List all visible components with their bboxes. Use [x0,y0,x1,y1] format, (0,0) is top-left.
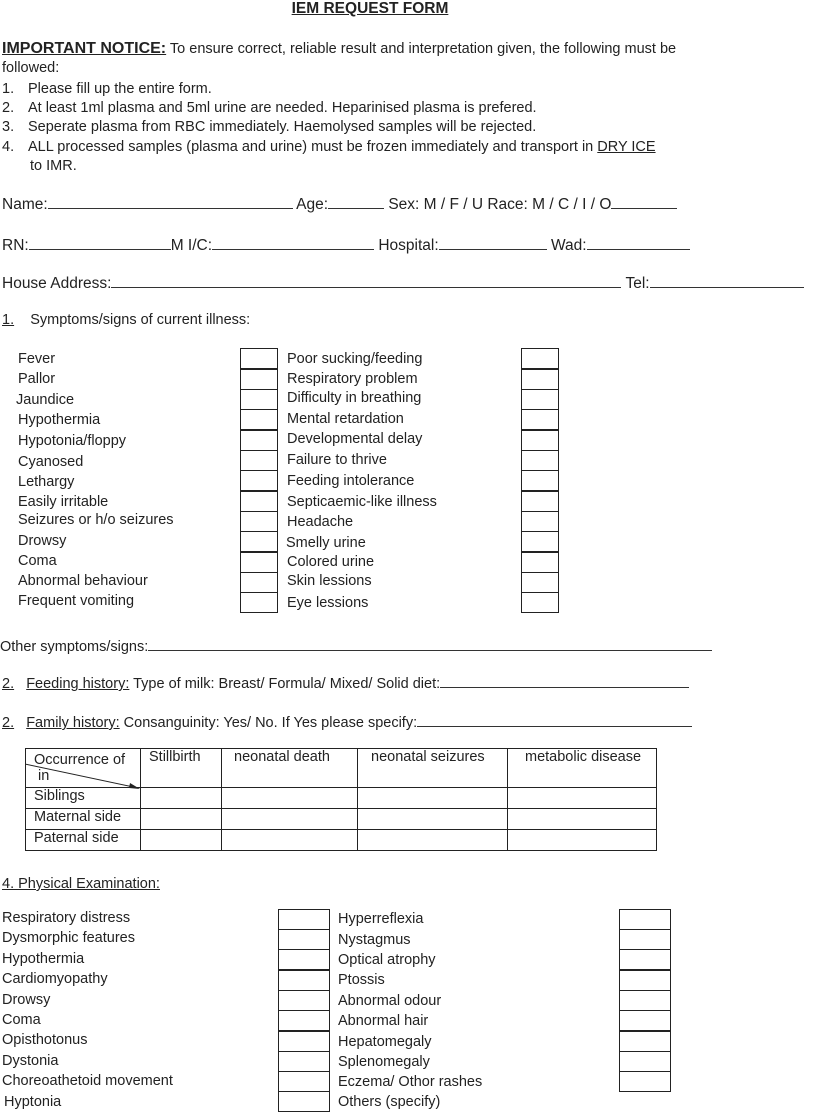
exam-checkbox[interactable] [278,1010,330,1031]
tel-label: Tel: [625,275,650,292]
table-cell[interactable] [358,830,508,851]
exam-label: Eczema/ Othor rashes [338,1074,483,1090]
symptom-checkbox[interactable] [521,592,559,613]
table-cell[interactable] [508,809,657,830]
exam-label: Dystonia [2,1053,59,1069]
table-cell[interactable] [222,788,358,809]
exam-checkbox[interactable] [278,970,330,991]
exam-label: Abnormal odour [338,993,442,1009]
exam-checkbox[interactable] [278,1051,330,1072]
exam-checkbox[interactable] [278,990,330,1011]
exam-label: Optical atrophy [338,952,436,968]
symptom-checkbox[interactable] [240,450,278,471]
symptom-checkbox[interactable] [521,511,559,532]
rn-label: RN: [2,237,29,254]
mic-label: M I/C: [170,237,213,254]
diagonal-arrow-icon [26,749,148,789]
exam-label: Splenomegaly [338,1054,430,1070]
family-history-label: Family history: [26,715,120,731]
exam-label: Others (specify) [338,1094,441,1110]
symptom-label: Frequent vomiting [18,593,135,609]
exam-label: Hyperreflexia [338,911,424,927]
age-field[interactable] [328,194,384,209]
race-label: Race: M / C / I / O [487,196,612,213]
symptom-checkbox[interactable] [240,409,278,430]
exam-checkbox[interactable] [619,1071,671,1092]
corner-label-bottom: in [38,768,50,784]
exam-label: Opisthotonus [2,1032,88,1048]
exam-label: Hyptonia [4,1094,62,1110]
symptom-label: Abnormal behaviour [18,573,148,589]
symptom-checkbox[interactable] [521,409,559,430]
exam-label: Coma [2,1012,41,1028]
sex-label: Sex: M / F / U [388,196,484,213]
symptom-checkbox[interactable] [240,552,278,573]
symptom-checkbox[interactable] [240,348,278,369]
exam-checkbox[interactable] [619,990,671,1011]
mic-field[interactable] [212,235,374,250]
symptom-label: Colored urine [287,554,375,570]
address-row [2,273,804,293]
symptom-label: Easily irritable [18,494,109,510]
exam-label: Drowsy [2,992,51,1008]
symptom-label: Coma [18,553,57,569]
symptom-checkbox[interactable] [521,491,559,512]
form-title: IEM REQUEST FORM [291,0,449,17]
feeding-history-field[interactable] [440,673,689,688]
race-field[interactable] [611,194,677,209]
symptom-label: Mental retardation [287,411,404,427]
symptom-label: Respiratory problem [287,371,418,387]
symptom-checkbox[interactable] [240,389,278,410]
symptom-checkbox[interactable] [521,531,559,552]
symptom-label: Failure to thrive [287,452,387,468]
table-header: Stillbirth [141,749,222,788]
hospital-field[interactable] [439,235,547,250]
symptom-label: Drowsy [18,533,67,549]
other-symptoms-field[interactable] [148,636,712,651]
other-symptoms-label: Other symptoms/signs: [0,639,149,655]
table-cell[interactable] [222,830,358,851]
exam-checkbox[interactable] [619,970,671,991]
notice-item: 4. ALL processed samples (plasma and urine) must be frozen immediately and transport in DRY ICE [2,139,656,155]
exam-checkbox[interactable] [619,1051,671,1072]
symptom-label: Pallor [18,371,56,387]
other-symptoms-row [0,636,712,655]
table-cell[interactable] [141,809,222,830]
exam-label: Hypothermia [2,951,85,967]
symptom-label: Seizures or h/o seizures [18,512,174,528]
exam-checkbox[interactable] [619,929,671,950]
table-row-label: Siblings [26,788,141,809]
table-row-label: Paternal side [26,830,141,851]
exam-label: Hepatomegaly [338,1034,432,1050]
table-header: neonatal death [222,749,358,788]
wad-label: Wad: [550,237,587,254]
table-row-label: Maternal side [26,809,141,830]
table-header: neonatal seizures [358,749,508,788]
symptom-checkbox[interactable] [521,572,559,593]
exam-checkbox[interactable] [619,909,671,930]
notice-text: To ensure correct, reliable result and interpretation given, the following must be followed: [2,41,677,76]
symptom-label: Eye lessions [287,595,369,611]
consanguinity-field[interactable] [417,712,692,727]
notice-item: 2. At least 1ml plasma and 5ml urine are needed. Heparinised plasma is prefered. [2,100,537,116]
symptom-label: Hypotonia/floppy [18,433,127,449]
age-label: Age: [296,196,328,213]
exam-checkbox[interactable] [619,1010,671,1031]
symptom-label: Difficulty in breathing [287,390,422,406]
rn-row [2,235,690,255]
address-label: House Address: [2,275,112,292]
symptom-checkbox[interactable] [521,369,559,390]
table-cell[interactable] [141,788,222,809]
symptom-checkbox[interactable] [240,369,278,390]
symptom-label: Fever [18,351,56,367]
symptom-checkbox[interactable] [521,348,559,369]
table-cell[interactable] [141,830,222,851]
exam-checkbox[interactable] [278,929,330,950]
family-history-row: 2. Family history: Consanguinity: Yes/ No. If Yes please specify: [2,712,692,731]
symptom-checkbox[interactable] [521,450,559,471]
section-1-heading: 1. Symptoms/signs of current illness: [2,312,251,328]
tel-field[interactable] [650,273,804,288]
symptom-checkbox[interactable] [521,470,559,491]
symptom-label: Hypothermia [18,412,101,428]
exam-checkbox[interactable] [619,1031,671,1052]
important-notice [2,39,722,78]
symptom-checkbox[interactable] [240,531,278,552]
rn-field[interactable] [29,235,171,250]
table-cell[interactable] [222,809,358,830]
notice-item: 3. Seperate plasma from RBC immediately. Haemolysed samples will be rejected. [2,119,537,135]
exam-label: Abnormal hair [338,1013,429,1029]
symptom-label: Developmental delay [287,431,423,447]
symptom-label: Smelly urine [286,535,366,551]
family-history-table [25,748,657,851]
symptom-checkbox[interactable] [240,511,278,532]
symptom-checkbox[interactable] [240,430,278,451]
name-label: Name: [2,196,48,213]
symptom-checkbox[interactable] [521,389,559,410]
exam-label: Respiratory distress [2,910,131,926]
symptom-checkbox[interactable] [240,491,278,512]
exam-label: Nystagmus [338,932,411,948]
table-corner-cell [26,749,141,788]
address-field[interactable] [111,273,621,288]
exam-checkbox[interactable] [278,949,330,970]
exam-checkbox[interactable] [278,1091,330,1112]
symptom-checkbox[interactable] [521,552,559,573]
notice-item: 1. Please fill up the entire form. [2,81,212,97]
symptom-label: Skin lessions [287,573,372,589]
exam-label: Dysmorphic features [2,930,135,946]
feeding-history-row: 2. Feeding history: Type of milk: Breast/ Formula/ Mixed/ Solid diet: [2,673,689,692]
table-cell[interactable] [508,788,657,809]
table-cell[interactable] [358,788,508,809]
notice-heading: IMPORTANT NOTICE: [2,40,167,57]
exam-checkbox[interactable] [278,1071,330,1092]
exam-checkbox[interactable] [278,909,330,930]
symptom-label: Headache [287,514,354,530]
corner-label-top: Occurrence of [34,752,126,768]
table-cell[interactable] [508,830,657,851]
exam-label: Cardiomyopathy [2,971,108,987]
symptom-label: Cyanosed [18,454,84,470]
table-header: metabolic disease [508,749,657,788]
symptom-checkbox[interactable] [240,592,278,613]
symptom-label: Lethargy [18,474,75,490]
symptom-checkbox[interactable] [521,430,559,451]
symptom-label: Septicaemic-like illness [287,494,437,510]
symptom-label: Jaundice [16,392,75,408]
wad-field[interactable] [587,235,690,250]
name-row [2,194,677,214]
exam-checkbox[interactable] [278,1031,330,1052]
physical-exam-heading: 4. Physical Examination: [2,876,160,892]
notice-item-continued: to IMR. [30,158,77,174]
exam-label: Choreoathetoid movement [2,1073,173,1089]
exam-label: Ptossis [338,972,385,988]
hospital-label: Hospital: [378,237,439,254]
symptom-checkbox[interactable] [240,470,278,491]
exam-checkbox[interactable] [619,949,671,970]
table-cell[interactable] [358,809,508,830]
symptom-label: Feeding intolerance [287,473,415,489]
symptom-checkbox[interactable] [240,572,278,593]
symptom-label: Poor sucking/feeding [287,351,423,367]
name-field[interactable] [48,194,293,209]
feeding-history-label: Feeding history: [26,676,130,692]
